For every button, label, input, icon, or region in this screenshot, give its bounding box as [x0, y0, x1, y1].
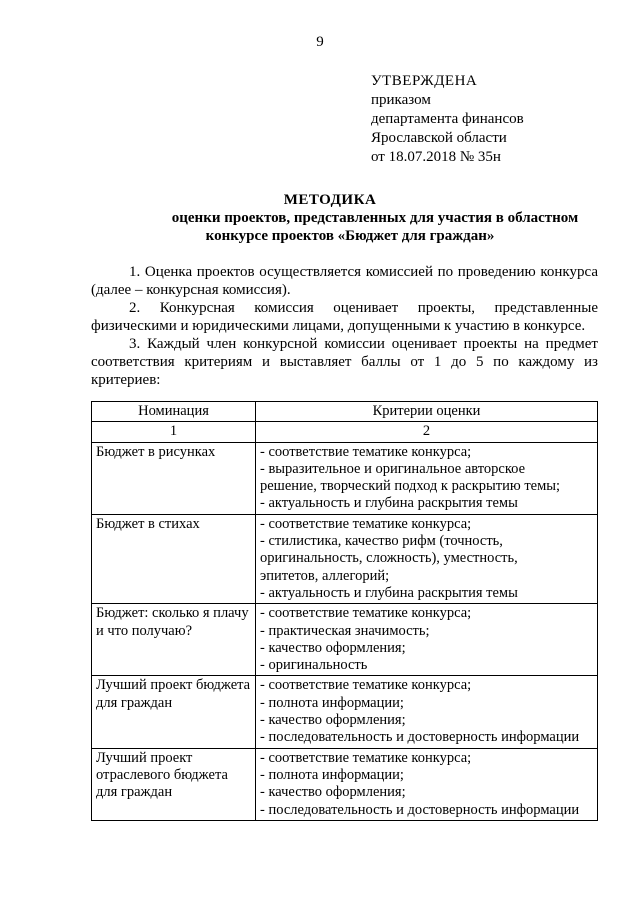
- table-row: [92, 514, 598, 603]
- table-column-number-row: [92, 422, 598, 442]
- nomination-cell: [92, 514, 256, 603]
- nomination-text: Лучший проект отраслевого бюджета для граждан: [96, 749, 228, 801]
- criterion-line: - соответствие тематике конкурса;: [260, 749, 472, 766]
- criterion-line: - качество оформления;: [260, 639, 406, 656]
- criterion-line: - стилистика, качество рифм (точность,: [260, 533, 503, 550]
- page-number: 9: [316, 34, 324, 50]
- criterion-line: - полнота информации;: [260, 766, 404, 783]
- criterion-line: - полнота информации;: [260, 694, 404, 711]
- nomination-text: Бюджет в стихах: [96, 515, 200, 532]
- column-number: 1: [92, 422, 256, 442]
- table-row: [92, 442, 598, 514]
- column-number: 2: [256, 422, 598, 442]
- criterion-line: оригинальность, сложность), уместность,: [260, 550, 518, 567]
- criterion-line: решение, творческий подход к раскрытию темы;: [260, 478, 561, 495]
- approval-title: УТВЕРЖДЕНА: [371, 73, 478, 89]
- criterion-line: - соответствие тематике конкурса;: [260, 677, 472, 694]
- criterion-line: - актуальность и глубина раскрытия темы: [260, 495, 518, 512]
- paragraph: 2. Конкурсная комиссия оценивает проекты, представленные физическими и юридическими лицами, допущенными к участию в конкурсе.: [91, 300, 598, 334]
- criterion-line: - соответствие тематике конкурса;: [260, 605, 472, 622]
- criteria-cell: [256, 514, 598, 603]
- criteria-cell: [256, 676, 598, 748]
- criteria-cell: [256, 604, 598, 676]
- nomination-text: Лучший проект бюджета для граждан: [96, 677, 251, 711]
- criteria-table-body: [92, 442, 598, 820]
- criterion-line: - соответствие тематике конкурса;: [260, 443, 472, 460]
- criterion-line: эпитетов, аллегорий;: [260, 567, 390, 584]
- criteria-cell: [256, 748, 598, 820]
- criterion-line: - качество оформления;: [260, 784, 406, 801]
- criterion-line: - последовательность и достоверность информации: [260, 729, 580, 746]
- nomination-cell: [92, 748, 256, 820]
- table-row: [92, 604, 598, 676]
- table-header-row: [92, 402, 598, 422]
- nomination-cell: [92, 442, 256, 514]
- document-subtitle-line: оценки проектов, представленных для участия в областном: [171, 210, 579, 226]
- criterion-line: - соответствие тематике конкурса;: [260, 515, 472, 532]
- approval-line: департамента финансов: [371, 111, 524, 127]
- header-criteria: Критерии оценки: [256, 402, 598, 422]
- nomination-text: Бюджет в рисунках: [96, 443, 216, 460]
- approval-line: Ярославской области: [371, 130, 507, 146]
- criteria-table: [91, 401, 598, 821]
- approval-line: приказом: [371, 92, 431, 108]
- paragraph: 3. Каждый член конкурсной комиссии оценивает проекты на предмет соответствия критериям и выставляет баллы от 1 до 5 по каждому из критериев:: [91, 336, 598, 388]
- criteria-cell: [256, 442, 598, 514]
- table-row: [92, 748, 598, 820]
- criterion-line: - практическая значимость;: [260, 622, 430, 639]
- document-subtitle-line: конкурсе проектов «Бюджет для граждан»: [205, 228, 495, 244]
- approval-stamp: [371, 72, 621, 167]
- criterion-line: - выразительное и оригинальное авторское: [260, 460, 526, 477]
- paragraph: 1. Оценка проектов осуществляется комиссией по проведению конкурса (далее – конкурсная комиссия).: [91, 264, 598, 298]
- document-title: МЕТОДИКА: [283, 192, 377, 208]
- document-heading: [60, 191, 600, 245]
- approval-line: от 18.07.2018 № 35н: [371, 149, 501, 165]
- body-text: [91, 263, 598, 389]
- criterion-line: - последовательность и достоверность информации: [260, 801, 580, 818]
- criterion-line: - актуальность и глубина раскрытия темы: [260, 584, 518, 601]
- nomination-cell: [92, 604, 256, 676]
- table-row: [92, 676, 598, 748]
- criterion-line: - качество оформления;: [260, 712, 406, 729]
- nomination-cell: [92, 676, 256, 748]
- header-nomination: Номинация: [92, 402, 256, 422]
- criterion-line: - оригинальность: [260, 657, 368, 674]
- nomination-text: Бюджет: сколько я плачу и что получаю?: [96, 605, 249, 639]
